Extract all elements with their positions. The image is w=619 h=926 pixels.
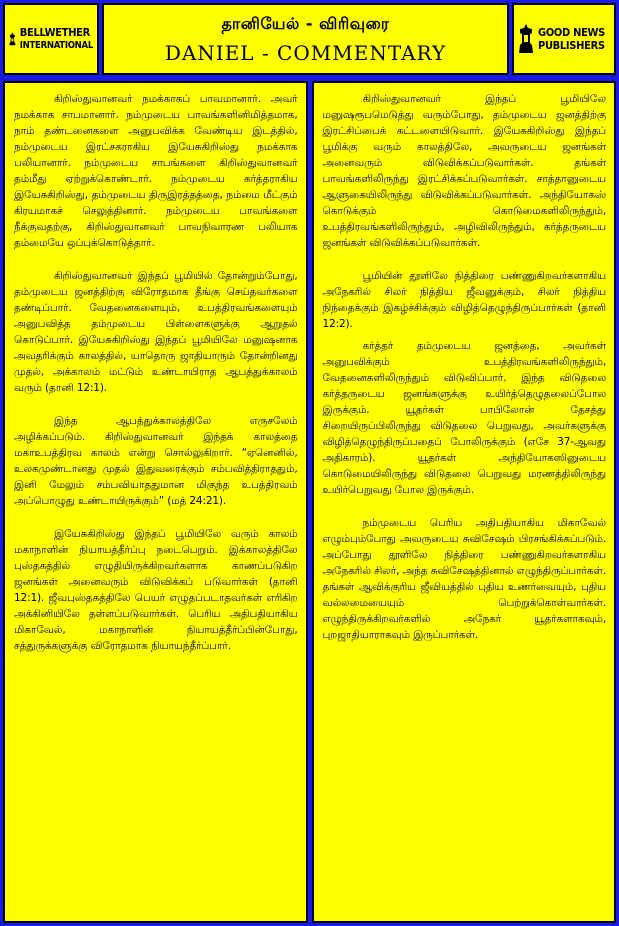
paragraph: கர்த்தர் தம்முடைய ஜனத்தை, அவர்கள் அனுபவிக்கும் உபத்திரவங்களிலிருந்தும், வேதனைகளிலிருந்தும் விடுவிப்பார். இந்த விடுதலை கர்த்தருடைய ஜனங்களுக்கு உயிர்த்தெழுதலைப்போல இருக்கும். யூதர்கள் பாபிலோன் தேசத்து சிறையிருப்பிலிருந்து விடுதலை பெறுவது, அவர்களுக்கு விழித்தெழுந்திருப்பதைப் போலிருக்கும் (எசே 37-ஆவது அதிகாரம்). யூதர்கள் அந்தியோகஸினுடைய கொடுமையிலிருந்து விடுதலை பெறுவது மரணத்திலிருந்து உயிர்பெறுவது போல இருக்கும். [322, 340, 606, 496]
good-news-line2: PUBLISHERS [538, 39, 605, 52]
paragraph: நம்முடைய பெரிய அதிபதியாகிய மிகாவேல் எழும்பும்போது அவருடைய சுவிசேஷம் பிரசங்கிக்கப்படும். அப்போது தூளிலே நித்திரை பண்ணுகிறவர்களாகிய அநேகரில் சிலர், அந்த சுவிசேஷத்தினால் எழுந்திருப்பார்கள். தங்கள் ஆவிக்குரிய ஜீவியத்தில் புதிய உணர்வையும், புதிய வல்லமையையும் பெற்றுக்கொள்வார்கள். எழுந்திருக்கிறவர்களில் அநேகர் யூதர்களாகவும், புறஜாதியாராகவும் இருப்பார்கள். [322, 517, 606, 641]
good-news-line1: GOOD NEWS [538, 26, 605, 39]
right-column [312, 81, 617, 923]
bellwether-line1: BELLWETHER [19, 26, 90, 39]
paragraph: கிறிஸ்துவானவர் நமக்காகப் பாவமானார். அவர் நமக்காக சாபமானார். நம்முடைய பாவங்களினிமித்தமாக, நாம் தண்டனைகளை அனுபவிக்க வேண்டிய இடத்தில், நம்முடைய இரட்சகராகிய இயேசுகிறிஸ்து நமக்காக பலியானார். நம்முடைய சாபங்களை கிறிஸ்துவானவர் தம்மீது ஏற்றுக்கொண்டார். நம்முடைய கர்த்தராகிய இயேசுகிறிஸ்து, தம்முடைய திருஇரத்தத்தை, நம்மை மீட்கும் கிரயமாகச் செலுத்தினார். நம்முடைய பாவங்களை நீக்குவதற்கு, கிறிஸ்துவானவர் பாவநிவாரண பலியாக தம்மையே ஒப்புக்கொடுத்தார். [14, 93, 298, 249]
content-columns [3, 81, 616, 923]
paragraph: இந்த ஆபத்துக்காலத்திலே எருசலேம் அழிக்கப்படும். கிறிஸ்துவானவர் இந்தக் காலத்தை மகாஉபத்திரவ காலம் என்று சொல்லுகிறார். “ஏனெனில், உலகமுண்டானது முதல் இதுவரைக்கும் சம்பவித்திராததும், இனி மேலும் சம்பவியாததுமான மிகுந்த உபத்திரவம் அப்பொழுது உண்டாயிருக்கும்” (மத் 24:21). [14, 415, 298, 507]
paragraph: இயேசுகிறிஸ்து இந்தப் பூமியிலே வரும் காலம் மகாநாளின் நியாயத்தீர்ப்பு நடைபெறும். இக்காலத்திலே புஸ்தகத்தில் எழுதியிருக்கிறவர்களாக காணப்படுகிற ஜனங்கள் அனைவரும் விடுவிக்கப் படுவார்கள் (தானி 12:1). ஜீவபுஸ்தகத்திலே பெயர் எழுதப்படாதவர்கள் எரிகிற அக்கினியிலே தள்ளப்படுவார்கள். பெரிய அதிபதியாகிய மிகாவேல், மகாநாளின் நியாயத்தீர்ப்பின்போது, சத்துருக்களுக்கு விரோதமாக நியாயந்தீர்ப்பார். [14, 528, 298, 652]
paragraph: கிறிஸ்துவானவர் இந்தப் பூமியிலே மனுஷரூபமெடுத்து வரும்போது, தம்முடைய ஜனத்திற்கு இரட்சிப்பைக் கட்டளையிடுவார். இயேசுகிறிஸ்து இந்தப் பூமிக்கு வரும் காலத்திலே, அவருடைய ஜனங்கள் அனைவரும் விடுவிக்கப்படுவார்கள். தங்கள் பாவங்களிலிருந்து இரட்சிக்கப்படுவார்கள். சாத்தானுடைய ஆளுகையிலிருந்து விடுவிக்கப்படுவார்கள். அந்தியோகஸ் கொடுக்கும் கொடுமைகளிலிருந்தும், உபத்திரவங்களிலிருந்தும், அழிவிலிருந்தும், கர்த்தருடைய ஜனங்கள் விடுவிக்கப்படுவார்கள். [322, 93, 606, 249]
title-box [102, 3, 509, 75]
paragraph: பூமியின் தூளிலே நித்திரை பண்ணுகிறவர்களாகிய அநேகரில் சிலர் நித்திய ஜீவனுக்கும், சிலர் நித்திய நிந்தைக்கும் இகழ்ச்சிக்கும் விழித்தெழுந்திருப்பார்கள் (தானி 12:2). [322, 270, 606, 330]
bellwether-line2: INTERNATIONAL [19, 40, 93, 51]
paragraph: கிறிஸ்துவானவர் இந்தப் பூமியில் தோன்றும்போது, தம்முடைய ஜனத்திற்கு விரோதமாக தீங்கு செய்தவர்களை தண்டிப்பார். வேதனைகளையும், உபத்திரவங்களையும் அனுபவித்த தம்முடைய பிள்ளைகளுக்கு ஆறுதல் கொடுப்பார். இயேசுகிறிஸ்து இந்தப் பூமியிலே மனுஷனாக அவதரிக்கும் காலத்தில், யாதொரு ஜாதியாரும் தோன்றினது முதல், அக்காலம் மட்டும் உண்டாயிராத ஆபத்துக்காலம் வரும் (தானி 12:1). [14, 270, 298, 394]
lantern-icon [518, 23, 534, 55]
bellwether-logo [3, 3, 99, 75]
title-english: DANIEL - COMMENTARY [164, 40, 447, 65]
bellwether-logo-text [20, 26, 93, 52]
header [3, 3, 616, 75]
left-column [3, 81, 308, 923]
lantern-icon [9, 24, 16, 54]
good-news-logo [512, 3, 616, 75]
title-tamil: தானியேல் - விரிவுரை [221, 13, 390, 33]
good-news-logo-text [538, 26, 605, 52]
